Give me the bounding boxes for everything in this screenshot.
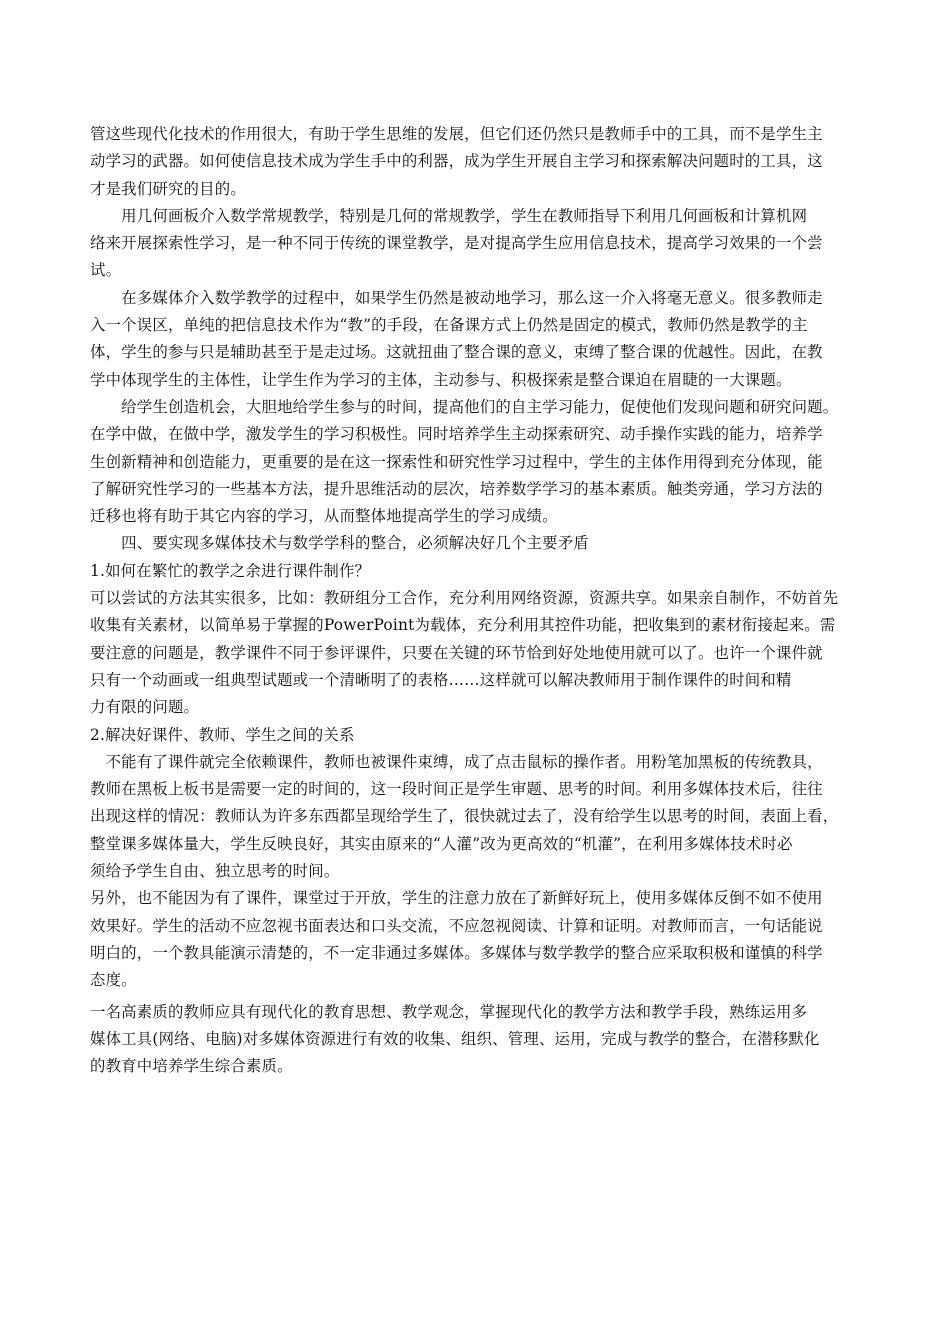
text-line: 须给予学生自由、独立思考的时间。 [90, 862, 340, 881]
text-line: 试。 [90, 261, 122, 280]
text-line: 了解研究性学习的一些基本方法，提升思维活动的层次，培养数学学习的基本素质。触类旁通，学习方法的 [90, 479, 823, 498]
text-line: 收集有关素材，以简单易于掌握的PowerPoint为载体，充分利用其控件功能，把收集到的素材衔接起来。需 [90, 616, 836, 635]
text-line: 学中体现学生的主体性，让学生作为学习的主体，主动参与、积极探索是整合课迫在眉睫的一大课题。 [90, 370, 792, 389]
text-line: 在多媒体介入数学教学的过程中，如果学生仍然是被动地学习，那么这一介入将毫无意义。很多教师走 [90, 288, 823, 307]
text-line: 管这些现代化技术的作用很大，有助于学生思维的发展，但它们还仍然只是教师手中的工具，而不是学生主 [90, 125, 823, 143]
text-line: 动学习的武器。如何使信息技术成为学生手中的利器，成为学生开展自主学习和探索解决问题时的工具，这 [90, 152, 823, 171]
text-line: 在学中做，在做中学，激发学生的学习积极性。同时培养学生主动探索研究、动手操作实践的能力，培养学 [90, 425, 823, 444]
text-line: 只有一个动画或一组典型试题或一个清晰明了的表格……这样就可以解决教师用于制作课件的时间和精 [90, 670, 792, 689]
text-line: 络来开展探索性学习，是一种不同于传统的课堂教学，是对提高学生应用信息技术，提高学习效果的一个尝 [90, 234, 823, 253]
text-line: 用几何画板介入数学常规教学，特别是几何的常规教学，学生在教师指导下利用几何画板和计算机网 [90, 206, 808, 225]
text-line: 不能有了课件就完全依赖课件，教师也被课件束缚，成了点击鼠标的操作者。用粉笔加黑板的传统教具， [90, 752, 823, 771]
text-line: 效果好。学生的活动不应忽视书面表达和口头交流，不应忽视阅读、计算和证明。对教师而言，一句话能说 [90, 916, 823, 935]
text-line: 可以尝试的方法其实很多，比如：教研组分工合作，充分利用网络资源，资源共享。如果亲自制作，不妨首先 [90, 589, 839, 608]
text-line: 整堂课多媒体量大，学生反映良好，其实由原来的“人灌”改为更高效的“机灌”，在利用多媒体技术时必 [90, 834, 793, 853]
text-line: 体，学生的参与只是辅助甚至于是走过场。这就扭曲了整合课的意义，束缚了整合课的优越性。因此，在教 [90, 343, 823, 362]
text-line: 一名高素质的教师应具有现代化的教育思想、教学观念，掌握现代化的教学方法和教学手段，熟练运用多 [90, 1002, 808, 1021]
text-line: 力有限的问题。 [90, 698, 200, 717]
text-line: 的教育中培养学生综合素质。 [90, 1057, 293, 1076]
document-body [90, 121, 862, 1080]
text-line: 出现这样的情况：教师认为许多东西都呈现给学生了，很快就过去了，没有给学生以思考的时间，表面上看， [90, 807, 839, 826]
subsection-heading: 2.解决好课件、教师、学生之间的关系 [90, 725, 355, 744]
text-line: 给学生创造机会，大胆地给学生参与的时间，提高他们的自主学习能力，促使他们发现问题和研究问题。 [90, 397, 839, 416]
text-line: 态度。 [90, 971, 137, 990]
text-line: 媒体工具(网络、电脑)对多媒体资源进行有效的收集、组织、管理、运用，完成与教学的整合，在潜移默化 [90, 1029, 820, 1048]
text-line: 入一个误区，单纯的把信息技术作为“教”的手段，在备课方式上仍然是固定的模式，教师仍然是教学的主 [90, 316, 808, 335]
section-heading: 四、要实现多媒体技术与数学学科的整合，必须解决好几个主要矛盾 [90, 534, 589, 553]
text-line: 明白的，一个教具能演示清楚的，不一定非通过多媒体。多媒体与数学教学的整合应采取积极和谨慎的科学 [90, 943, 823, 962]
text-line: 教师在黑板上板书是需要一定的时间的，这一段时间正是学生审题、思考的时间。利用多媒体技术后，往往 [90, 780, 823, 799]
subsection-heading: 1.如何在繁忙的教学之余进行课件制作？ [90, 561, 371, 580]
text-line: 迁移也将有助于其它内容的学习，从而整体地提高学生的学习成绩。 [90, 507, 558, 526]
text-line: 才是我们研究的目的。 [90, 179, 246, 198]
text-line: 要注意的问题是，教学课件不同于参评课件，只要在关键的环节恰到好处地使用就可以了。也许一个课件就 [90, 643, 823, 662]
text-line: 另外，也不能因为有了课件，课堂过于开放，学生的注意力放在了新鲜好玩上，使用多媒体反倒不如不使用 [90, 889, 823, 908]
text-line: 生创新精神和创造能力，更重要的是在这一探索性和研究性学习过程中，学生的主体作用得到充分体现，能 [90, 452, 823, 471]
